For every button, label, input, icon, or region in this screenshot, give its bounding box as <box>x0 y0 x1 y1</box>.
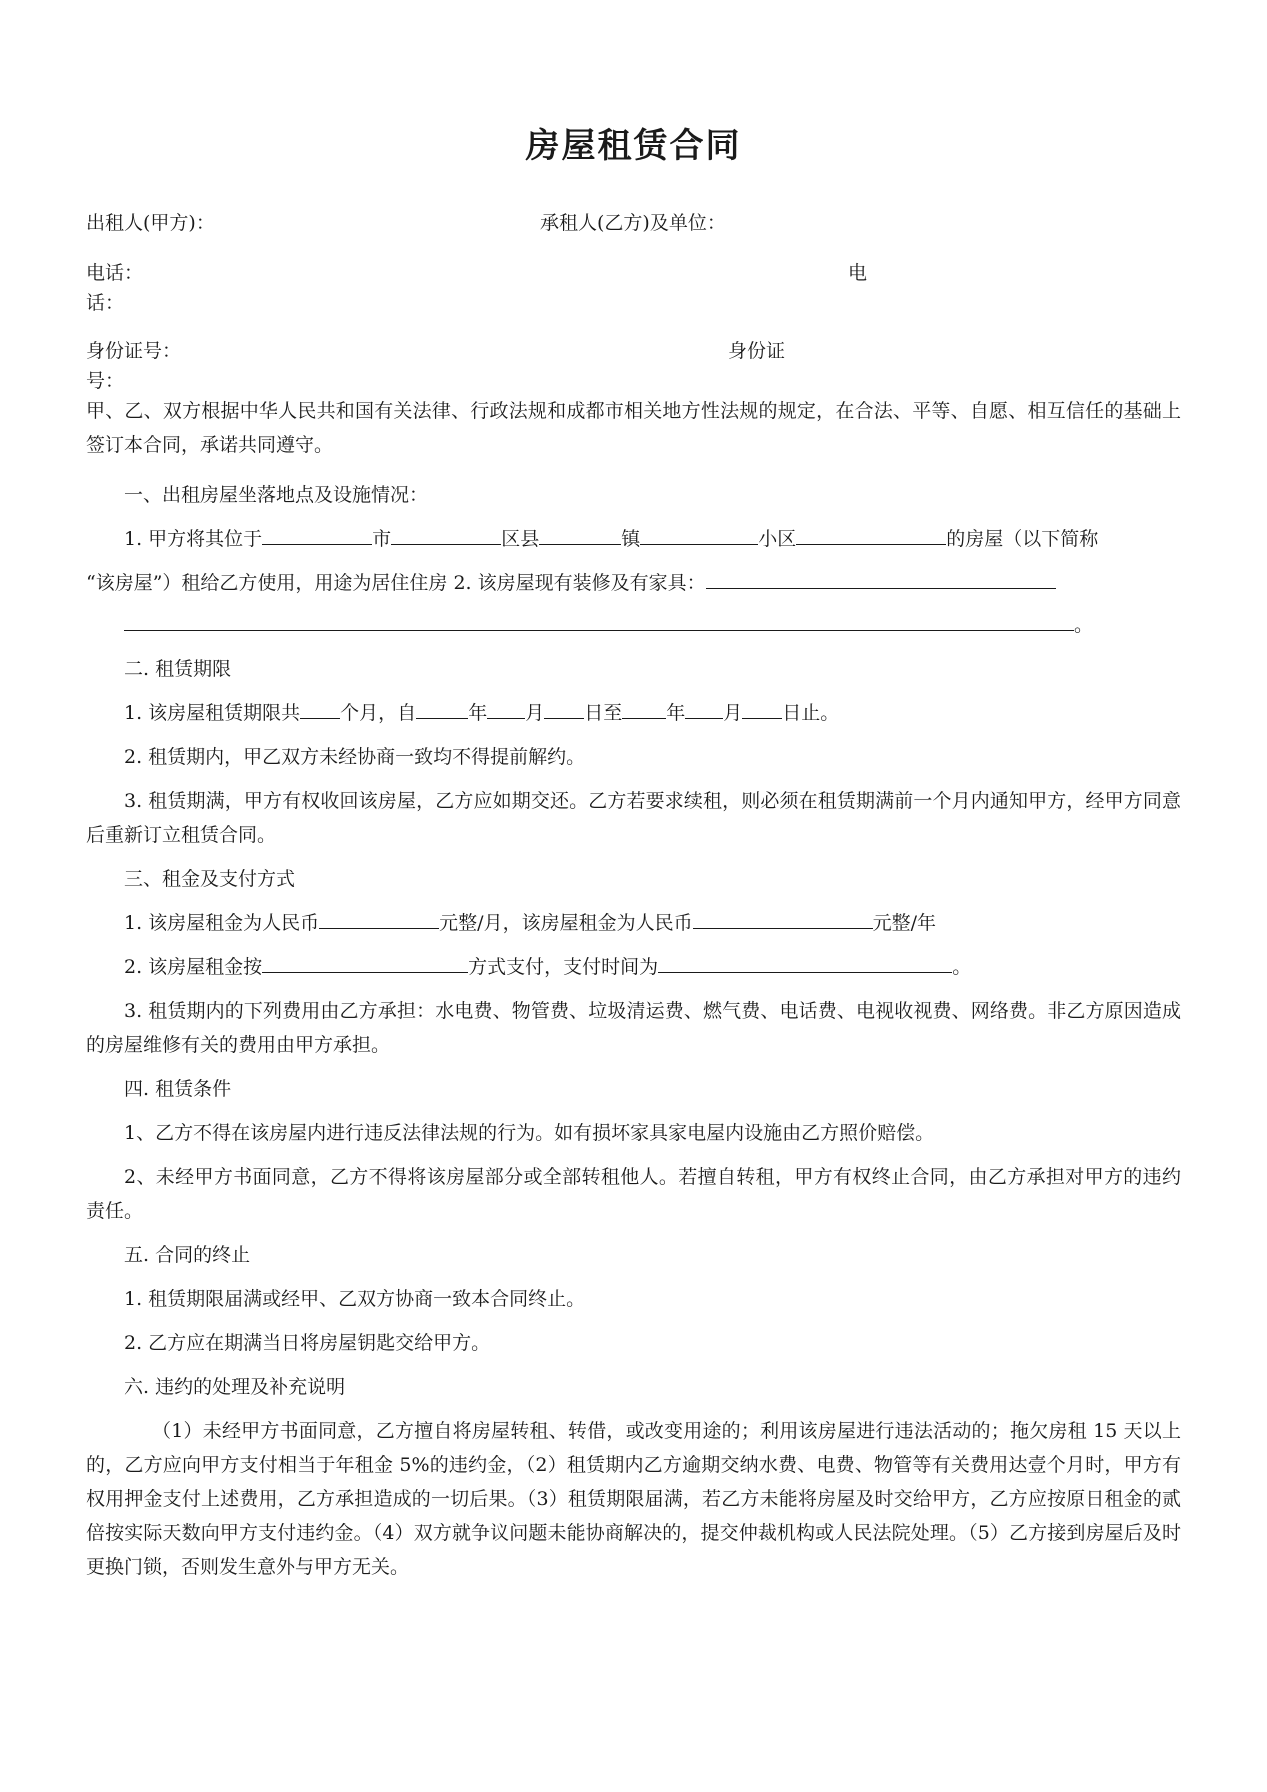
payment-text: 。 <box>952 956 972 978</box>
county-label: 区县 <box>501 528 540 550</box>
lessee-label: 承租人(乙方)及单位： <box>540 212 726 234</box>
blank-field[interactable] <box>262 522 372 545</box>
blank-field[interactable] <box>706 566 1056 589</box>
rent-text: 元整/年 <box>872 912 936 934</box>
blank-field[interactable] <box>319 906 439 929</box>
term-text: 日至 <box>584 702 623 724</box>
town-label: 镇 <box>621 528 641 550</box>
blank-field[interactable] <box>693 906 873 929</box>
blank-field[interactable] <box>262 950 468 973</box>
section3-item2 <box>124 950 1181 984</box>
blank-field[interactable] <box>796 522 946 545</box>
section3-item1 <box>124 906 1181 940</box>
id-label-a: 身份证号： <box>86 340 182 362</box>
blank-field[interactable] <box>640 522 758 545</box>
section6-heading: 六. 违约的处理及补充说明 <box>124 1376 346 1398</box>
section1-line2 <box>86 566 1181 600</box>
section3-heading: 三、租金及支付方式 <box>124 868 296 890</box>
blank-field[interactable] <box>544 696 584 719</box>
section1-line1-prefix: 1. 甲方将其位于 <box>124 528 263 550</box>
section5-item2: 2. 乙方应在期满当日将房屋钥匙交给甲方。 <box>124 1332 491 1354</box>
blank-field[interactable] <box>487 696 525 719</box>
section1-line2-text: “该房屋”）租给乙方使用，用途为居住住房 2. 该房屋现有装修及有家具： <box>86 572 706 594</box>
blank-field[interactable] <box>391 522 501 545</box>
community-label: 小区 <box>758 528 797 550</box>
term-text: 月 <box>525 702 545 724</box>
section2-item2: 2. 租赁期内，甲乙双方未经协商一致均不得提前解约。 <box>124 746 586 768</box>
blank-field[interactable] <box>124 608 1074 631</box>
phone-label-b-part1: 电 <box>848 262 868 284</box>
blank-field[interactable] <box>416 696 468 719</box>
section6-body: （1）未经甲方书面同意，乙方擅自将房屋转租、转借，或改变用途的；利用该房屋进行违法活动的；拖欠房租 15 天以上的，乙方应向甲方支付相当于年租金 5%的违约金，（2）租赁期内乙方逾期交纳水费、电费、物管等有关费用达壹个月时，甲方有权用押金支付上述费用，乙方承担造成的一切后果。（3）租赁期限届满，若乙方未能将房屋及时交给甲方，乙方应按原日租金的贰倍按实际天数向甲方支付违约金。（4）双方就争议问题未能协商解决的，提交仲裁机构或人民法院处理。（5）乙方接到房屋后及时更换门锁，否则发生意外与甲方无关。 <box>86 1420 1181 1578</box>
id-label-b-part2: 号： <box>86 370 125 392</box>
term-text: 个月，自 <box>340 702 417 724</box>
term-text: 日止。 <box>782 702 840 724</box>
blank-field[interactable] <box>658 950 952 973</box>
rent-text: 1. 该房屋租金为人民币 <box>124 912 320 934</box>
term-text: 年 <box>666 702 686 724</box>
rent-text: 元整/月，该房屋租金为人民币 <box>439 912 693 934</box>
section1-line3 <box>124 608 1181 642</box>
intro-paragraph: 甲、乙、双方根据中华人民共和国有关法律、行政法规和成都市相关地方性法规的规定，在合法、平等、自愿、相互信任的基础上签订本合同，承诺共同遵守。 <box>86 400 1181 456</box>
section3-item3: 3. 租赁期内的下列费用由乙方承担：水电费、物管费、垃圾清运费、燃气费、电话费、电视收视费、网络费。非乙方原因造成的房屋维修有关的费用由甲方承担。 <box>86 1000 1181 1056</box>
section5-heading: 五. 合同的终止 <box>124 1244 251 1266</box>
phone-label-b-part2: 话： <box>86 292 125 314</box>
section4-heading: 四. 租赁条件 <box>124 1078 232 1100</box>
section5-item1: 1. 租赁期限届满或经甲、乙双方协商一致本合同终止。 <box>124 1288 586 1310</box>
term-text: 1. 该房屋租赁期限共 <box>124 702 301 724</box>
phone-label-a: 电话： <box>86 262 144 284</box>
section4-item1: 1、乙方不得在该房屋内进行违反法律法规的行为。如有损坏家具家电屋内设施由乙方照价赔偿。 <box>124 1122 935 1144</box>
blank-field[interactable] <box>742 696 782 719</box>
blank-field[interactable] <box>685 696 723 719</box>
payment-text: 方式支付，支付时间为 <box>468 956 659 978</box>
section2-heading: 二. 租赁期限 <box>124 658 232 680</box>
payment-text: 2. 该房屋租金按 <box>124 956 263 978</box>
section1-line1-suffix: 的房屋（以下简称 <box>946 528 1099 550</box>
section1-line3-end: 。 <box>1074 614 1094 636</box>
section1-heading: 一、出租房屋坐落地点及设施情况： <box>124 484 429 506</box>
section4-item2: 2、未经甲方书面同意，乙方不得将该房屋部分或全部转租他人。若擅自转租，甲方有权终止合同，由乙方承担对甲方的违约责任。 <box>86 1166 1181 1222</box>
term-text: 月 <box>723 702 743 724</box>
term-text: 年 <box>468 702 488 724</box>
city-label: 市 <box>372 528 392 550</box>
section1-line1 <box>124 522 1181 556</box>
blank-field[interactable] <box>622 696 666 719</box>
id-label-b-part1: 身份证 <box>728 340 786 362</box>
page-title: 房屋租赁合同 <box>525 126 742 166</box>
lessor-label: 出租人(甲方)： <box>86 212 215 234</box>
section2-item3: 3. 租赁期满，甲方有权收回该房屋，乙方应如期交还。乙方若要求续租，则必须在租赁期满前一个月内通知甲方，经甲方同意后重新订立租赁合同。 <box>86 790 1181 846</box>
section2-item1 <box>124 696 1181 730</box>
blank-field[interactable] <box>539 522 621 545</box>
blank-field[interactable] <box>300 696 340 719</box>
